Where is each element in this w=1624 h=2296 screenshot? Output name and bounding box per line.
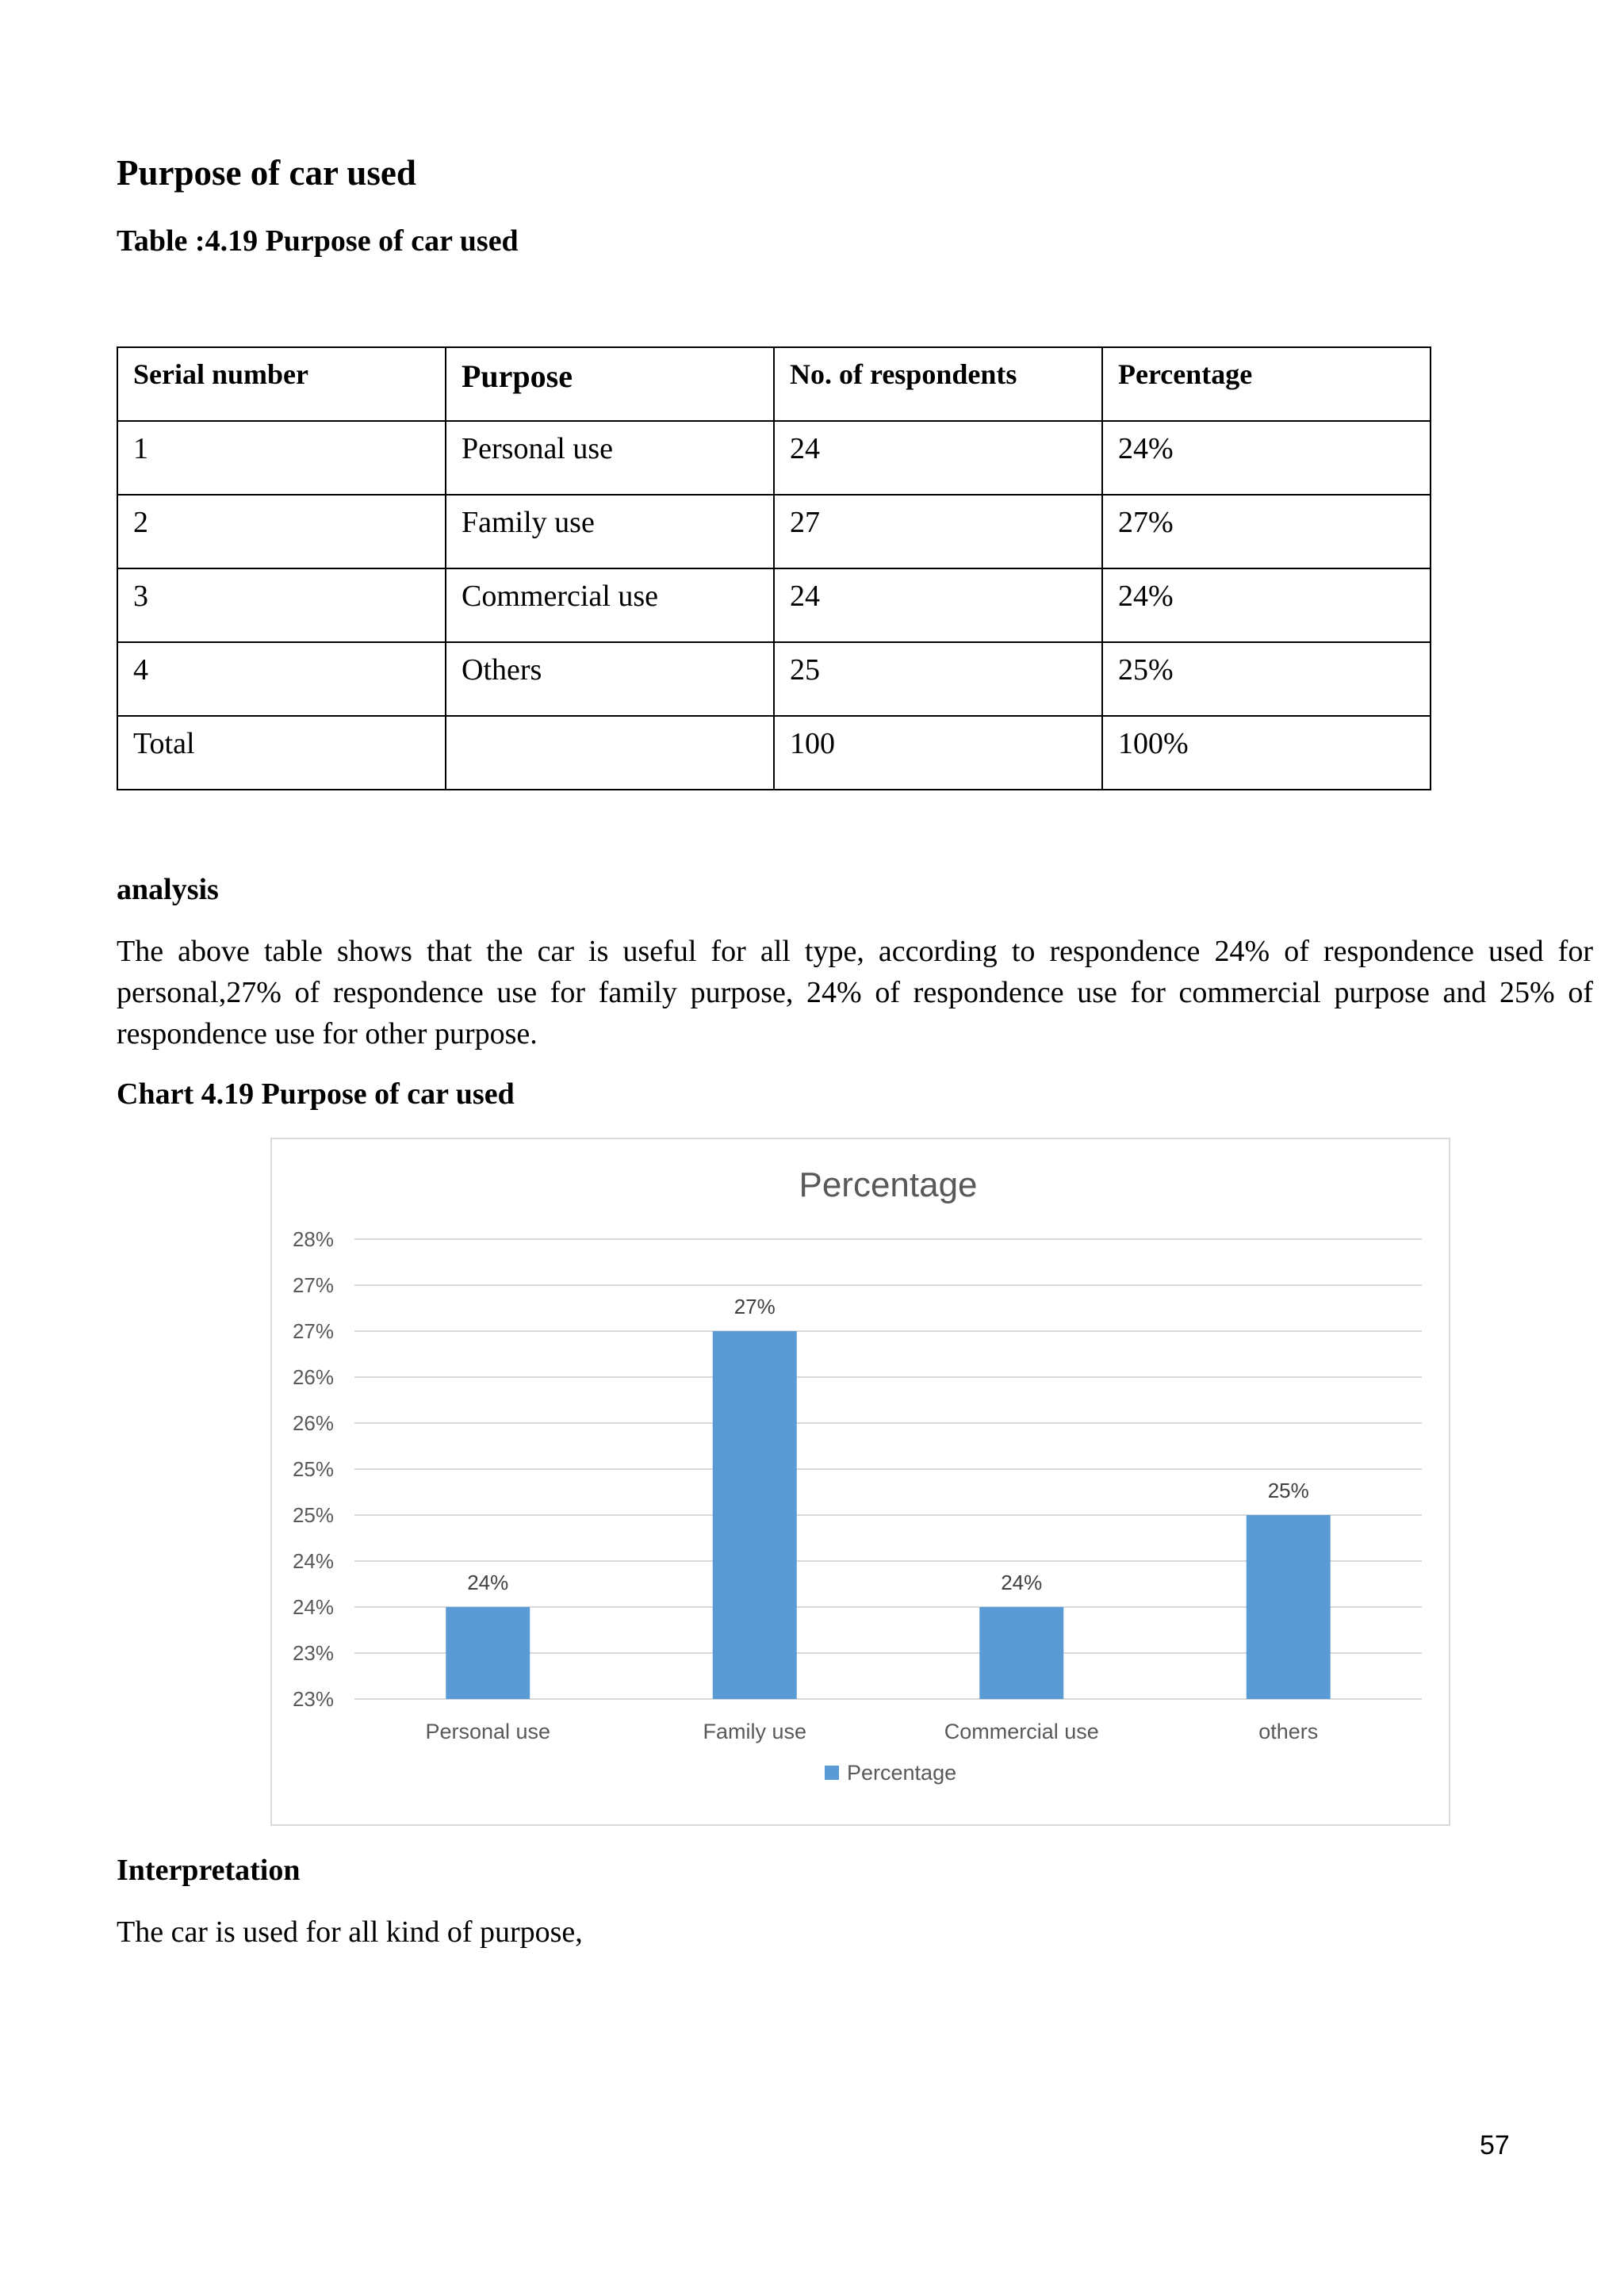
chart-caption: Chart 4.19 Purpose of car used (117, 1077, 515, 1111)
table-cell: 24 (774, 421, 1102, 495)
bar (446, 1607, 530, 1699)
table-cell: 24 (774, 568, 1102, 642)
table-row (117, 642, 1431, 716)
y-tick-label: 23% (292, 1641, 334, 1665)
table-row (117, 568, 1431, 642)
table-header-cell: Percentage (1102, 347, 1431, 421)
table-cell: Personal use (446, 421, 774, 495)
y-tick-label: 28% (292, 1227, 334, 1251)
table-cell: 24% (1102, 421, 1431, 495)
chart-title: Percentage (799, 1165, 978, 1204)
table-total-row (117, 716, 1431, 790)
y-tick-label: 26% (292, 1411, 334, 1435)
bar (1247, 1515, 1331, 1699)
analysis-paragraph: The above table shows that the car is useful for all type, according to respondence 24% of respondence used for personal,27% of respondence use for family purpose, 24% of respondence use for commercial purpose and 25% of respondence use for other purpose. (117, 935, 1593, 1050)
y-tick-label: 25% (292, 1503, 334, 1527)
interpretation-heading: Interpretation (117, 1854, 301, 1887)
table-header-cell: No. of respondents (774, 347, 1102, 421)
section-title: Purpose of car used (117, 153, 416, 193)
table-row (117, 421, 1431, 495)
x-tick-label: Family use (703, 1720, 807, 1743)
table-cell: 25 (774, 642, 1102, 716)
table-header-cell: Serial number (117, 347, 446, 421)
table-row (117, 495, 1431, 568)
table-cell: 4 (117, 642, 446, 716)
table-cell: Family use (446, 495, 774, 568)
legend-label: Percentage (847, 1761, 957, 1785)
table-header-row (117, 347, 1431, 421)
y-tick-label: 27% (292, 1319, 334, 1343)
table-cell: 100 (774, 716, 1102, 790)
x-tick-label: Commercial use (944, 1720, 1099, 1743)
y-tick-label: 27% (292, 1273, 334, 1297)
table-cell: Commercial use (446, 568, 774, 642)
purpose-table (117, 346, 1431, 790)
table-cell: 27% (1102, 495, 1431, 568)
chart-area (270, 1138, 1450, 1826)
data-label: 27% (733, 1295, 776, 1318)
bar-chart (272, 1139, 1449, 1824)
table-cell: 27 (774, 495, 1102, 568)
table-cell (446, 716, 774, 790)
data-label: 24% (1001, 1571, 1043, 1594)
interpretation-paragraph: The car is used for all kind of purpose, (117, 1915, 583, 1949)
data-label: 25% (1267, 1479, 1309, 1502)
y-tick-label: 26% (292, 1365, 334, 1389)
table-cell: 24% (1102, 568, 1431, 642)
y-tick-label: 25% (292, 1457, 334, 1481)
data-label: 24% (467, 1571, 509, 1594)
table-cell: Total (117, 716, 446, 790)
table-cell: 25% (1102, 642, 1431, 716)
analysis-heading: analysis (117, 873, 219, 906)
table-cell: Others (446, 642, 774, 716)
x-tick-label: others (1258, 1720, 1319, 1743)
y-tick-label: 23% (292, 1687, 334, 1711)
x-tick-label: Personal use (425, 1720, 551, 1743)
bar (713, 1331, 797, 1699)
table-caption: Table :4.19 Purpose of car used (117, 224, 519, 258)
table-cell: 1 (117, 421, 446, 495)
table-cell: 3 (117, 568, 446, 642)
page-number: 57 (1480, 2130, 1510, 2160)
y-tick-label: 24% (292, 1595, 334, 1619)
table-cell: 100% (1102, 716, 1431, 790)
y-tick-label: 24% (292, 1549, 334, 1573)
bar (979, 1607, 1063, 1699)
legend-swatch (825, 1766, 839, 1780)
table-header-cell: Purpose (446, 347, 774, 421)
table-cell: 2 (117, 495, 446, 568)
